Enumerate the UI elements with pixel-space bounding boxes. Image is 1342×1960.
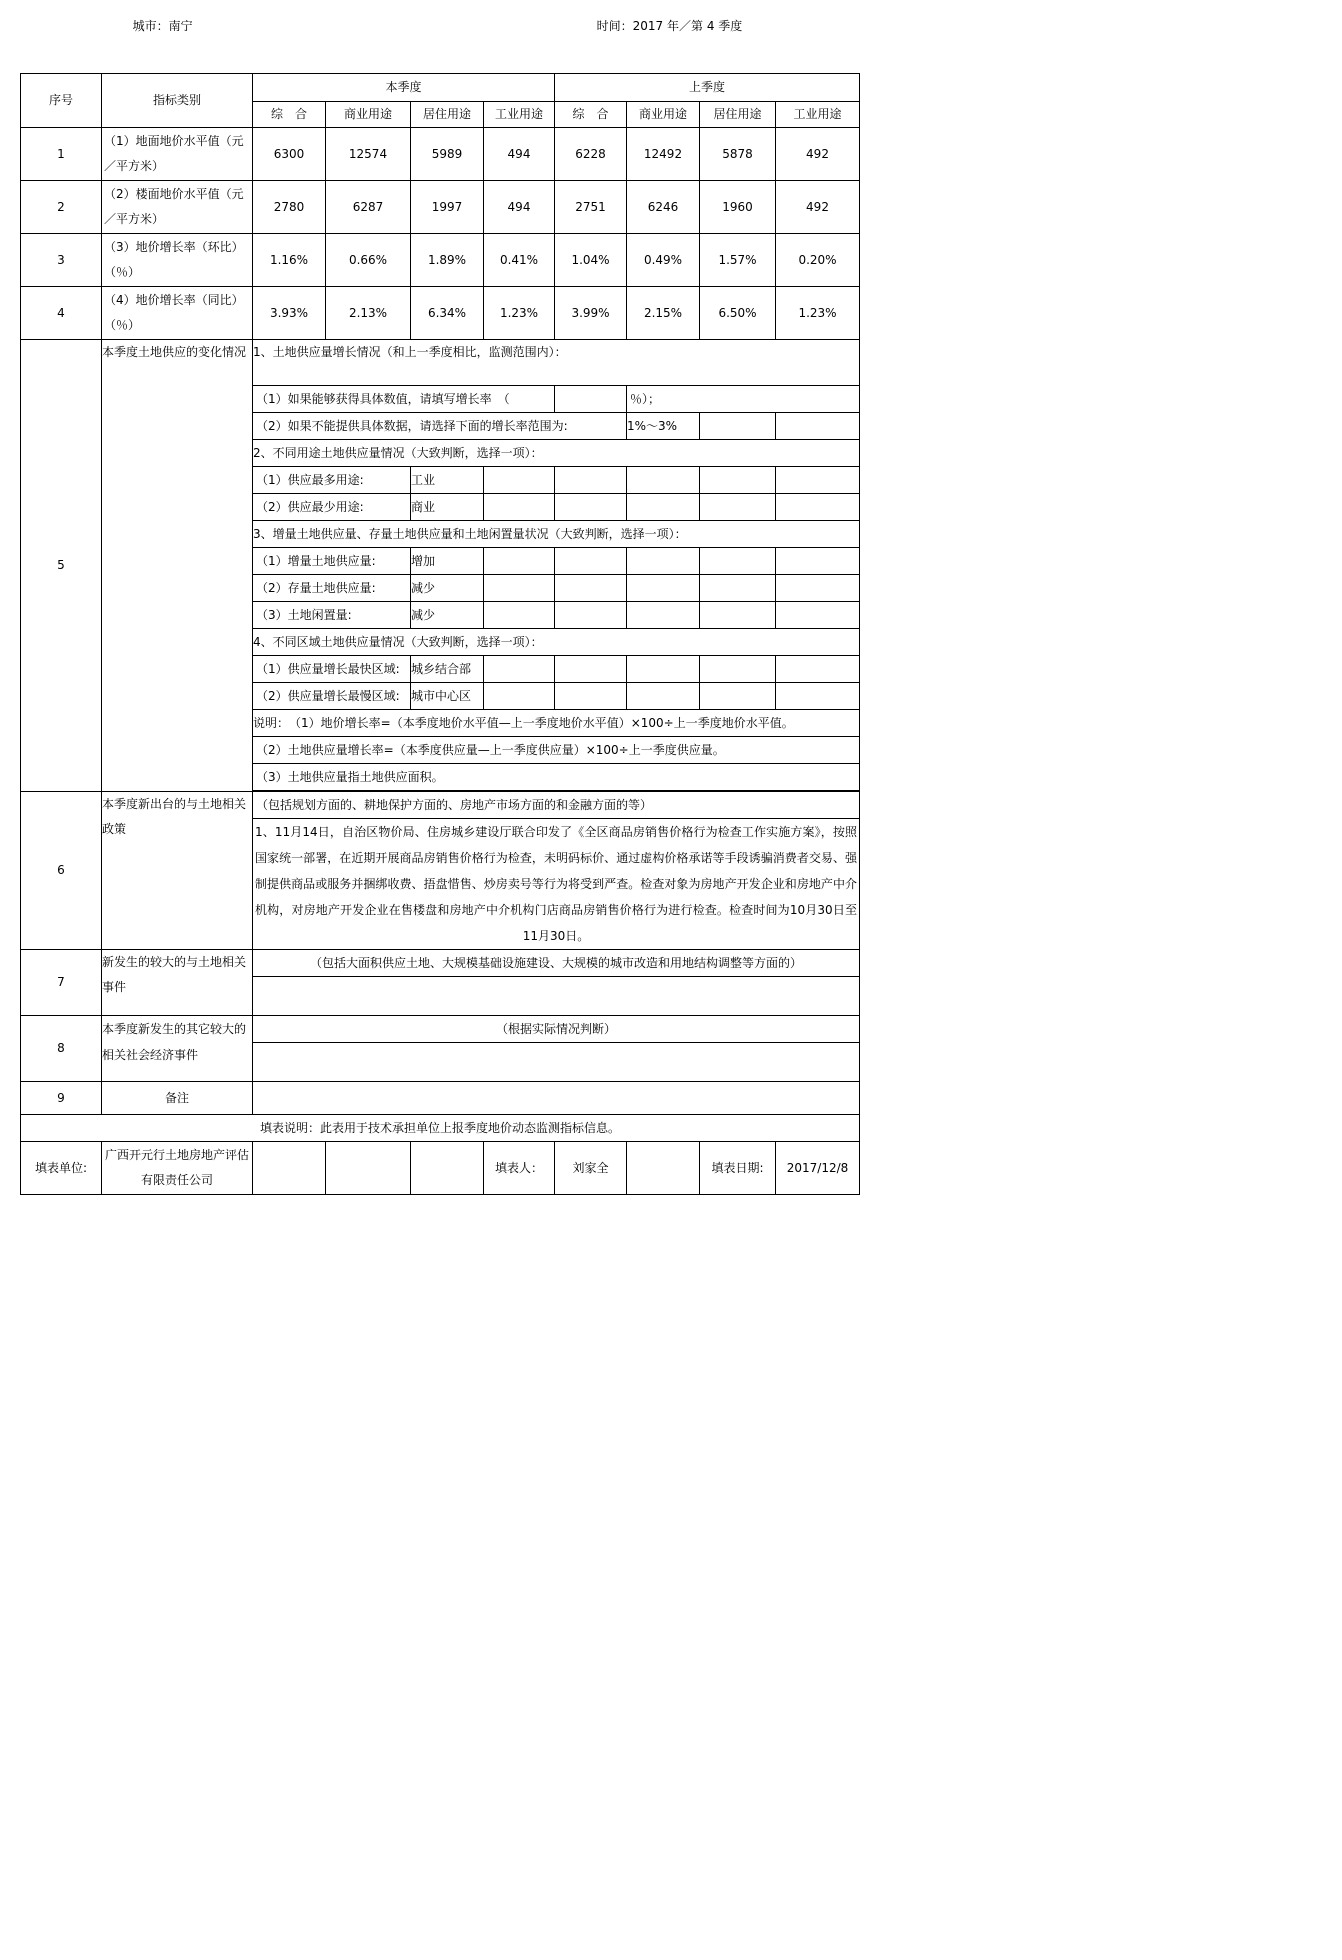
social-content[interactable]: [253, 1043, 860, 1082]
empty-cell: [700, 548, 776, 575]
cell-value: 1.04%: [555, 234, 627, 287]
row-no: 5: [21, 340, 102, 792]
group-header-current: 本季度: [253, 74, 555, 102]
empty-cell: [776, 683, 860, 710]
supply-label: 本季度土地供应的变化情况: [102, 340, 253, 792]
supply-s3-q3-answer: 减少: [411, 602, 484, 629]
empty-cell: [700, 575, 776, 602]
time-label: 时间：: [596, 19, 633, 33]
empty-cell: [484, 467, 555, 494]
empty-cell: [627, 548, 700, 575]
supply-note-3: （3）土地供应量指土地供应面积。: [253, 764, 860, 791]
empty-cell: [484, 494, 555, 521]
empty-cell: [411, 1142, 484, 1195]
footer-row: [21, 1142, 860, 1195]
city-label: 城市：: [132, 19, 169, 33]
empty-cell: [484, 575, 555, 602]
events-hint: （包括大面积供应土地、大规模基础设施建设、大规模的城市改造和用地结构调整等方面的）: [253, 950, 860, 977]
empty-cell: [776, 602, 860, 629]
sub-header-industrial: 工业用途: [484, 102, 555, 128]
remarks-content[interactable]: [253, 1082, 860, 1115]
sub-header-residential: 居住用途: [411, 102, 484, 128]
empty-cell: [627, 1142, 700, 1195]
remarks-label: 备注: [102, 1082, 253, 1115]
empty-cell: [776, 467, 860, 494]
supply-s3-q1-answer: 增加: [411, 548, 484, 575]
cell-value: 2780: [253, 181, 326, 234]
row-label: （4）地价增长率（同比）（％）: [102, 287, 253, 340]
empty-cell: [776, 413, 860, 440]
table-row: [21, 287, 860, 340]
cell-value: 6300: [253, 128, 326, 181]
cell-value: 0.66%: [326, 234, 411, 287]
supply-row: [21, 340, 860, 386]
row-no: 4: [21, 287, 102, 340]
cell-value: 492: [776, 128, 860, 181]
cell-value: 6287: [326, 181, 411, 234]
supply-s2-q2-label: （2）供应最少用途:: [253, 494, 411, 521]
footer-note: 填表说明：此表用于技术承担单位上报季度地价动态监测指标信息。: [21, 1115, 860, 1142]
time-value: 2017 年／第 4 季度: [632, 19, 743, 33]
row-no: 7: [21, 950, 102, 1016]
row-label: （3）地价增长率（环比）（％）: [102, 234, 253, 287]
empty-cell: [326, 1142, 411, 1195]
cell-value: 494: [484, 181, 555, 234]
supply-section-4-title: 4、不同区域土地供应量情况（大致判断，选择一项）：: [253, 629, 860, 656]
cell-value: 3.93%: [253, 287, 326, 340]
date-value: 2017/12/8: [776, 1142, 860, 1195]
empty-cell: [700, 656, 776, 683]
cell-value: 2.13%: [326, 287, 411, 340]
cell-value: 1.57%: [700, 234, 776, 287]
col-header-no: 序号: [21, 74, 102, 128]
cell-value: 494: [484, 128, 555, 181]
remarks-row: [21, 1082, 860, 1115]
supply-q1-label: （1）如果能够获得具体数值，请填写增长率 （: [253, 386, 555, 413]
sub-header-commercial: 商业用途: [326, 102, 411, 128]
empty-cell: [484, 656, 555, 683]
cell-value: 6246: [627, 181, 700, 234]
cell-value: 2.15%: [627, 287, 700, 340]
cell-value: 12492: [627, 128, 700, 181]
cell-value: 2751: [555, 181, 627, 234]
cell-value: 1.23%: [776, 287, 860, 340]
unit-label: 填表单位:: [21, 1142, 102, 1195]
cell-value: 3.99%: [555, 287, 627, 340]
empty-cell: [555, 548, 627, 575]
events-content[interactable]: [253, 977, 860, 1016]
cell-value: 6.50%: [700, 287, 776, 340]
table-row: [21, 234, 860, 287]
row-label: （2）楼面地价水平值（元／平方米）: [102, 181, 253, 234]
empty-cell: [555, 575, 627, 602]
empty-cell: [484, 683, 555, 710]
empty-cell: [627, 467, 700, 494]
empty-cell: [776, 494, 860, 521]
row-no: 6: [21, 792, 102, 950]
supply-s2-q2-answer: 商业: [411, 494, 484, 521]
unit-value: 广西开元行土地房地产评估有限责任公司: [102, 1142, 253, 1195]
cell-value: 6228: [555, 128, 627, 181]
table-row: [21, 181, 860, 234]
supply-s3-q1-label: （1）增量土地供应量:: [253, 548, 411, 575]
supply-s4-q2-label: （2）供应量增长最慢区域:: [253, 683, 411, 710]
row-no: 3: [21, 234, 102, 287]
empty-cell: [776, 548, 860, 575]
events-row: [21, 950, 860, 977]
supply-q2-label: （2）如果不能提供具体数据，请选择下面的增长率范围为:: [253, 413, 627, 440]
empty-cell: [700, 413, 776, 440]
supply-s4-q1-label: （1）供应量增长最快区域:: [253, 656, 411, 683]
supply-q1-suffix: ％）；: [627, 386, 860, 413]
policy-content: 1、11月14日，自治区物价局、住房城乡建设厅联合印发了《全区商品房销售价格行为检查工作实施方案》，按照国家统一部署，在近期开展商品房销售价格行为检查，未明码标价、通过虚构价格承诺等手段诱骗消费者交易、强制提供商品或服务并捆绑收费、捂盘惜售、炒房卖号等行为将受到严查。检查对象为房地产开发企业和房地产中介机构，对房地产开发企业在售楼盘和房地产中介机构门店商品房销售价格行为进行检查。检查时间为10月30日至11月30日。: [253, 819, 860, 950]
header-time: [589, 3, 742, 34]
supply-section-2-title: 2、不同用途土地供应量情况（大致判断，选择一项）：: [253, 440, 860, 467]
person-label: 填表人：: [484, 1142, 555, 1195]
supply-s3-q2-answer: 减少: [411, 575, 484, 602]
policy-hint: （包括规划方面的、耕地保护方面的、房地产市场方面的和金融方面的等）: [253, 792, 860, 819]
supply-s2-q1-label: （1）供应最多用途:: [253, 467, 411, 494]
cell-value: 12574: [326, 128, 411, 181]
col-header-category: 指标类别: [102, 74, 253, 128]
cell-value: 1.16%: [253, 234, 326, 287]
sub-header-composite: 综 合: [253, 102, 326, 128]
supply-s2-q1-answer: 工业: [411, 467, 484, 494]
supply-q2-answer: 1%～3%: [627, 413, 700, 440]
social-label: 本季度新发生的其它较大的相关社会经济事件: [102, 1016, 253, 1082]
row-no: 2: [21, 181, 102, 234]
empty-cell: [776, 575, 860, 602]
empty-cell: [627, 494, 700, 521]
monitoring-sheet: [20, 73, 860, 1195]
cell-value: 1.89%: [411, 234, 484, 287]
events-label: 新发生的较大的与土地相关事件: [102, 950, 253, 1016]
empty-cell: [555, 467, 627, 494]
person-value: 刘家全: [555, 1142, 627, 1195]
cell-value: 0.49%: [627, 234, 700, 287]
empty-cell: [627, 602, 700, 629]
cell-value: 5878: [700, 128, 776, 181]
supply-section-1-title: 1、土地供应量增长情况（和上一季度相比，监测范围内）：: [253, 340, 860, 386]
sub-header-residential: 居住用途: [700, 102, 776, 128]
row-no: 8: [21, 1016, 102, 1082]
supply-s3-q2-label: （2）存量土地供应量:: [253, 575, 411, 602]
cell-value: 1997: [411, 181, 484, 234]
row-label: （1）地面地价水平值（元／平方米）: [102, 128, 253, 181]
supply-note-2: （2）土地供应量增长率=（本季度供应量—上一季度供应量）×100÷上一季度供应量。: [253, 737, 860, 764]
table-row: [21, 128, 860, 181]
empty-cell: [627, 656, 700, 683]
sub-header-composite: 综 合: [555, 102, 627, 128]
empty-cell: [700, 683, 776, 710]
supply-section-3-title: 3、增量土地供应量、存量土地供应量和土地闲置量状况（大致判断，选择一项）：: [253, 521, 860, 548]
empty-cell: [555, 656, 627, 683]
policy-row: [21, 792, 860, 819]
empty-cell: [484, 548, 555, 575]
empty-cell: [627, 575, 700, 602]
empty-cell: [253, 1142, 326, 1195]
cell-value: 1960: [700, 181, 776, 234]
supply-s4-q1-answer: 城乡结合部: [411, 656, 484, 683]
supply-s4-q2-answer: 城市中心区: [411, 683, 484, 710]
empty-cell: [700, 494, 776, 521]
city-value: 南宁: [168, 19, 193, 33]
policy-label: 本季度新出台的与土地相关政策: [102, 792, 253, 950]
sub-header-commercial: 商业用途: [627, 102, 700, 128]
empty-cell: [555, 683, 627, 710]
social-hint: （根据实际情况判断）: [253, 1016, 860, 1043]
group-header-previous: 上季度: [555, 74, 860, 102]
supply-note-1: 说明： （1）地价增长率=（本季度地价水平值—上一季度地价水平值）×100÷上一季度地价水平值。: [253, 710, 860, 737]
cell-value: 6.34%: [411, 287, 484, 340]
empty-cell: [776, 656, 860, 683]
growth-rate-field[interactable]: [555, 386, 627, 413]
cell-value: 0.41%: [484, 234, 555, 287]
empty-cell: [484, 602, 555, 629]
row-no: 1: [21, 128, 102, 181]
row-no: 9: [21, 1082, 102, 1115]
empty-cell: [555, 602, 627, 629]
empty-cell: [700, 467, 776, 494]
date-label: 填表日期:: [700, 1142, 776, 1195]
supply-s3-q3-label: （3）土地闲置量:: [253, 602, 411, 629]
cell-value: 492: [776, 181, 860, 234]
social-row: [21, 1016, 860, 1043]
empty-cell: [627, 683, 700, 710]
sub-header-industrial: 工业用途: [776, 102, 860, 128]
empty-cell: [700, 602, 776, 629]
land-price-table: [20, 73, 860, 1195]
header-city: [125, 3, 193, 34]
empty-cell: [555, 494, 627, 521]
cell-value: 5989: [411, 128, 484, 181]
cell-value: 0.20%: [776, 234, 860, 287]
cell-value: 1.23%: [484, 287, 555, 340]
